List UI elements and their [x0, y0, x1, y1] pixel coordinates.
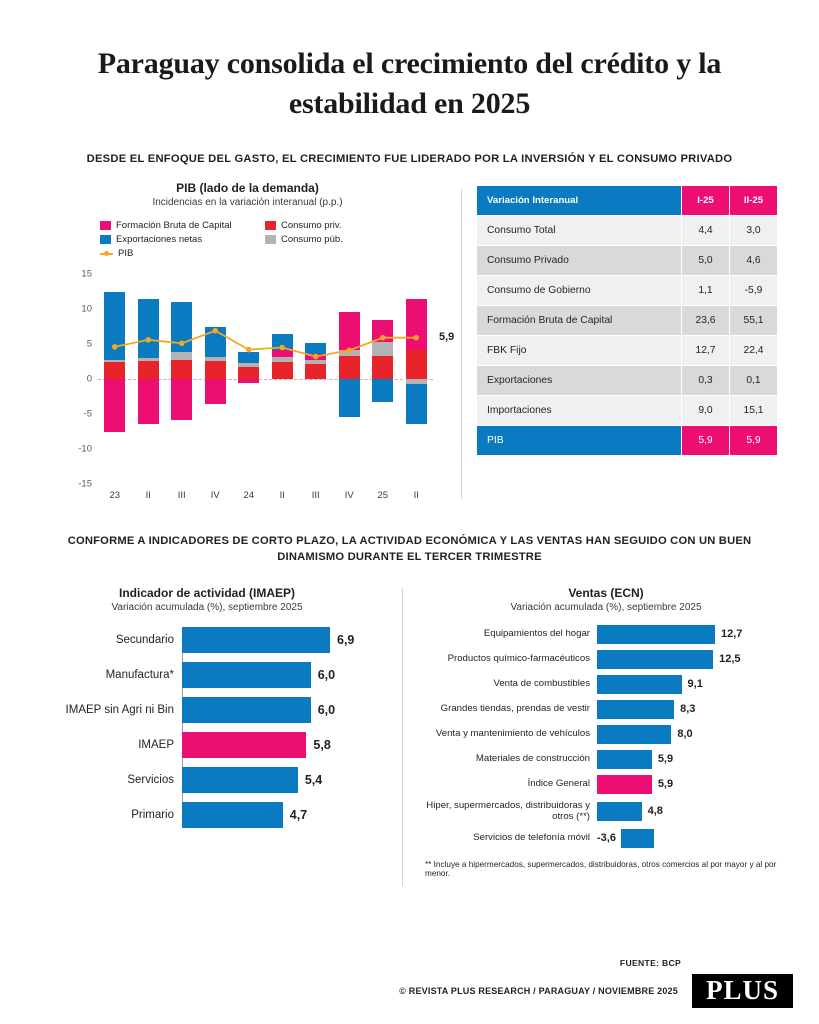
ventas-bar	[597, 775, 652, 794]
imaep-value-label: 5,4	[304, 772, 323, 787]
ventas-bar	[597, 700, 674, 719]
ventas-row	[413, 750, 799, 769]
footer-row	[26, 974, 793, 1008]
ventas-value-label: 12,5	[719, 653, 741, 666]
ventas-row	[413, 625, 799, 644]
ventas-bar	[597, 625, 715, 644]
imaep-category-label: IMAEP sin Agri ni Bin	[65, 703, 174, 716]
table-cell-label: Consumo de Gobierno	[477, 276, 682, 306]
gdp-x-label: 23	[109, 490, 121, 502]
ventas-value-label: 5,9	[657, 778, 674, 791]
table-cell-i25: 5,9	[682, 426, 730, 456]
ventas-row	[413, 650, 799, 669]
imaep-title: Indicador de actividad (IMAEP)	[118, 585, 296, 600]
legend-label-exportaciones: Exportaciones netas	[116, 234, 203, 246]
table-row	[477, 336, 778, 366]
ventas-bars	[413, 625, 799, 848]
ventas-row	[413, 700, 799, 719]
ventas-category-label: Venta y mantenimiento de vehículos	[435, 728, 590, 740]
section-1-subtitle: DESDE EL ENFOQUE DEL GASTO, EL CRECIMIENTO FUE LIDERADO POR LA INVERSIÓN Y EL CONSUMO PRIVADO	[86, 153, 733, 166]
imaep-category-label: IMAEP	[138, 738, 174, 751]
gdp-x-label: 25	[377, 490, 389, 502]
ventas-footnote: ** Incluye a hipermercados, supermercados, distribuidoras, otros comercios al por mayor y al por menor.	[425, 859, 777, 878]
imaep-axis	[182, 627, 183, 828]
imaep-bars	[22, 627, 392, 828]
table-cell-label: Exportaciones	[477, 366, 682, 396]
table-cell-i25: 1,1	[682, 276, 730, 306]
table-cell-i25: 12,7	[682, 336, 730, 366]
legend-label-consumo-priv: Consumo priv.	[281, 220, 342, 232]
ventas-bar	[597, 675, 682, 694]
ventas-value-label: -3,6	[597, 832, 616, 845]
gdp-chart-legend	[100, 220, 430, 262]
ventas-category-label: Productos químico-farmacéuticos	[447, 653, 590, 665]
gdp-y-tick-label: -5	[83, 408, 92, 420]
table-row	[477, 306, 778, 336]
imaep-value-label: 4,7	[289, 807, 308, 822]
ventas-panel	[413, 586, 799, 926]
gdp-chart-title: PIB (lado de la demanda)	[176, 181, 319, 196]
table-cell-i25: 4,4	[682, 216, 730, 246]
table-row	[477, 366, 778, 396]
imaep-row	[22, 802, 392, 828]
ventas-bar-wrap	[597, 625, 799, 644]
legend-swatch-red	[265, 221, 276, 230]
imaep-bar	[182, 662, 311, 688]
table-cell-i25: 0,3	[682, 366, 730, 396]
table-cell-ii25: 4,6	[730, 246, 778, 276]
legend-item-exportaciones	[100, 234, 265, 245]
imaep-category-label: Secundario	[115, 633, 174, 646]
imaep-category-label: Manufactura*	[105, 668, 174, 681]
table-cell-label: Consumo Total	[477, 216, 682, 246]
table-cell-ii25: 22,4	[730, 336, 778, 366]
imaep-bar	[182, 767, 298, 793]
legend-item-pib	[100, 248, 265, 259]
gdp-x-label: II	[413, 490, 419, 502]
ventas-row	[413, 775, 799, 794]
table-cell-ii25: 5,9	[730, 426, 778, 456]
ventas-bar-wrap	[597, 700, 799, 719]
gdp-y-tick-label: 0	[86, 373, 92, 385]
ventas-value-label: 8,3	[680, 703, 696, 716]
gdp-x-label: IV	[210, 490, 220, 502]
ventas-title: Ventas (ECN)	[568, 585, 644, 600]
footer-source: FUENTE: BCP	[619, 957, 681, 968]
table-cell-label: Formación Bruta de Capital	[477, 306, 682, 336]
ventas-bar	[597, 650, 713, 669]
ventas-value-label: 9,1	[687, 678, 703, 691]
imaep-category-label: Servicios	[127, 773, 174, 786]
ventas-category-label: Índice General	[527, 778, 590, 790]
ventas-bar	[621, 829, 654, 848]
footer-credits: © REVISTA PLUS RESEARCH / PARAGUAY / NOVIEMBRE 2025	[399, 985, 678, 996]
gdp-y-tick-label: -10	[78, 443, 92, 455]
table-row	[477, 396, 778, 426]
ventas-category-label: Equipamientos del hogar	[483, 628, 590, 640]
imaep-row	[22, 732, 392, 758]
gdp-y-tick-label: 10	[81, 303, 92, 315]
ventas-bar-wrap	[597, 829, 799, 848]
table-cell-i25: 9,0	[682, 396, 730, 426]
gdp-pib-line	[98, 274, 433, 484]
imaep-value-label: 6,0	[317, 667, 336, 682]
ventas-value-label: 12,7	[721, 628, 743, 641]
legend-label-fbk: Formación Bruta de Capital	[116, 220, 232, 232]
imaep-bar-wrap	[182, 767, 392, 793]
ventas-bar-wrap	[597, 802, 799, 821]
legend-line-pib	[100, 249, 113, 258]
ventas-subtitle: Variación acumulada (%), septiembre 2025	[510, 601, 702, 613]
imaep-row	[22, 697, 392, 723]
ventas-bar-wrap	[597, 750, 799, 769]
ventas-row	[413, 725, 799, 744]
ventas-value-label: 5,9	[657, 753, 674, 766]
table-cell-label: PIB	[477, 426, 682, 456]
table-cell-i25: 23,6	[682, 306, 730, 336]
imaep-category-label: Primario	[131, 808, 174, 821]
imaep-panel	[22, 586, 392, 926]
table-header-i25: I-25	[682, 186, 730, 216]
imaep-bar	[182, 697, 311, 723]
legend-item-consumo-pub	[265, 234, 430, 245]
table-row	[477, 426, 778, 456]
imaep-bar-wrap	[182, 732, 392, 758]
gdp-x-label: II	[145, 490, 151, 502]
plus-logo: PLUS	[692, 974, 793, 1008]
ventas-bar-wrap	[597, 650, 799, 669]
ventas-bar	[597, 750, 652, 769]
table-header-ii25: II-25	[730, 186, 778, 216]
legend-label-pib: PIB	[118, 248, 134, 260]
section-2-subtitle: CONFORME A INDICADORES DE CORTO PLAZO, LA ACTIVIDAD ECONÓMICA Y LAS VENTAS HAN SEGUIDO CON UN BUEN DINAMISMO DURANTE EL TERCER TRIMESTRE	[67, 535, 752, 564]
table-cell-ii25: 55,1	[730, 306, 778, 336]
ventas-bar-wrap	[597, 675, 799, 694]
ventas-bar-wrap	[597, 725, 799, 744]
legend-swatch-gray	[265, 235, 276, 244]
section-2	[0, 586, 819, 926]
imaep-value-label: 6,9	[337, 632, 355, 647]
ventas-category-label: Servicios de telefonía móvil	[473, 832, 590, 844]
legend-item-fbk	[100, 220, 265, 231]
table-header-variacion: Variación Interanual	[477, 186, 682, 216]
legend-swatch-pink	[100, 221, 111, 230]
imaep-bar-wrap	[182, 802, 392, 828]
table-cell-ii25: 3,0	[730, 216, 778, 246]
gdp-x-label: IV	[344, 490, 354, 502]
table-header-row	[477, 186, 778, 216]
ventas-row	[413, 675, 799, 694]
gdp-chart-subtitle: Incidencias en la variación interanual (p.p.)	[152, 197, 343, 209]
gdp-y-tick-label: 5	[86, 338, 92, 350]
gdp-stacked-chart	[40, 268, 455, 508]
gdp-y-tick-label: 15	[81, 268, 92, 280]
gdp-y-tick-label: -15	[78, 478, 92, 490]
gdp-x-label: 24	[243, 490, 255, 502]
variation-table-panel	[476, 181, 783, 511]
imaep-value-label: 6,0	[317, 702, 336, 717]
imaep-bar-wrap	[182, 697, 392, 723]
ventas-category-label: Grandes tiendas, prendas de vestir	[440, 703, 590, 715]
footer	[0, 958, 819, 1008]
table-cell-label: FBK Fijo	[477, 336, 682, 366]
ventas-row	[413, 829, 799, 848]
ventas-bar	[597, 725, 671, 744]
imaep-row	[22, 627, 392, 653]
imaep-bar	[182, 732, 306, 758]
ventas-bar-wrap	[597, 775, 799, 794]
ventas-category-label: Hiper, supermercados, distribuidoras y otros (**)	[426, 799, 590, 823]
ventas-bar	[597, 802, 642, 821]
table-cell-label: Consumo Privado	[477, 246, 682, 276]
imaep-bar	[182, 627, 330, 653]
gdp-end-value-label: 5,9	[439, 330, 455, 343]
gdp-x-label: III	[177, 490, 186, 502]
ventas-category-label: Materiales de construcción	[475, 753, 590, 765]
table-cell-label: Importaciones	[477, 396, 682, 426]
section-2-divider	[402, 588, 403, 886]
table-row	[477, 246, 778, 276]
imaep-value-label: 5,8	[313, 737, 331, 752]
table-row	[477, 216, 778, 246]
table-row	[477, 276, 778, 306]
table-cell-ii25: -5,9	[730, 276, 778, 306]
imaep-bar-wrap	[182, 662, 392, 688]
imaep-subtitle: Variación acumulada (%), septiembre 2025	[111, 601, 303, 613]
gdp-plot-area	[78, 268, 433, 490]
ventas-row	[413, 800, 799, 823]
ventas-category-label: Venta de combustibles	[493, 678, 590, 690]
section-1	[0, 181, 819, 511]
variation-table	[476, 185, 778, 456]
table-cell-i25: 5,0	[682, 246, 730, 276]
gdp-x-axis-labels	[98, 490, 433, 501]
imaep-bar-wrap	[182, 627, 392, 653]
legend-label-consumo-pub: Consumo púb.	[281, 234, 343, 246]
table-cell-ii25: 15,1	[730, 396, 778, 426]
imaep-row	[22, 767, 392, 793]
ventas-value-label: 4,8	[647, 805, 663, 818]
legend-swatch-blue	[100, 235, 111, 244]
section-1-divider	[461, 189, 462, 499]
gdp-chart-panel	[40, 181, 455, 511]
gdp-x-label: II	[279, 490, 285, 502]
ventas-value-label: 8,0	[677, 728, 693, 741]
page-title: Paraguay consolida el crecimiento del crédito y la estabilidad en 2025	[97, 47, 722, 120]
table-cell-ii25: 0,1	[730, 366, 778, 396]
legend-item-consumo-priv	[265, 220, 430, 231]
imaep-bar	[182, 802, 283, 828]
gdp-x-label: III	[311, 490, 320, 502]
imaep-row	[22, 662, 392, 688]
